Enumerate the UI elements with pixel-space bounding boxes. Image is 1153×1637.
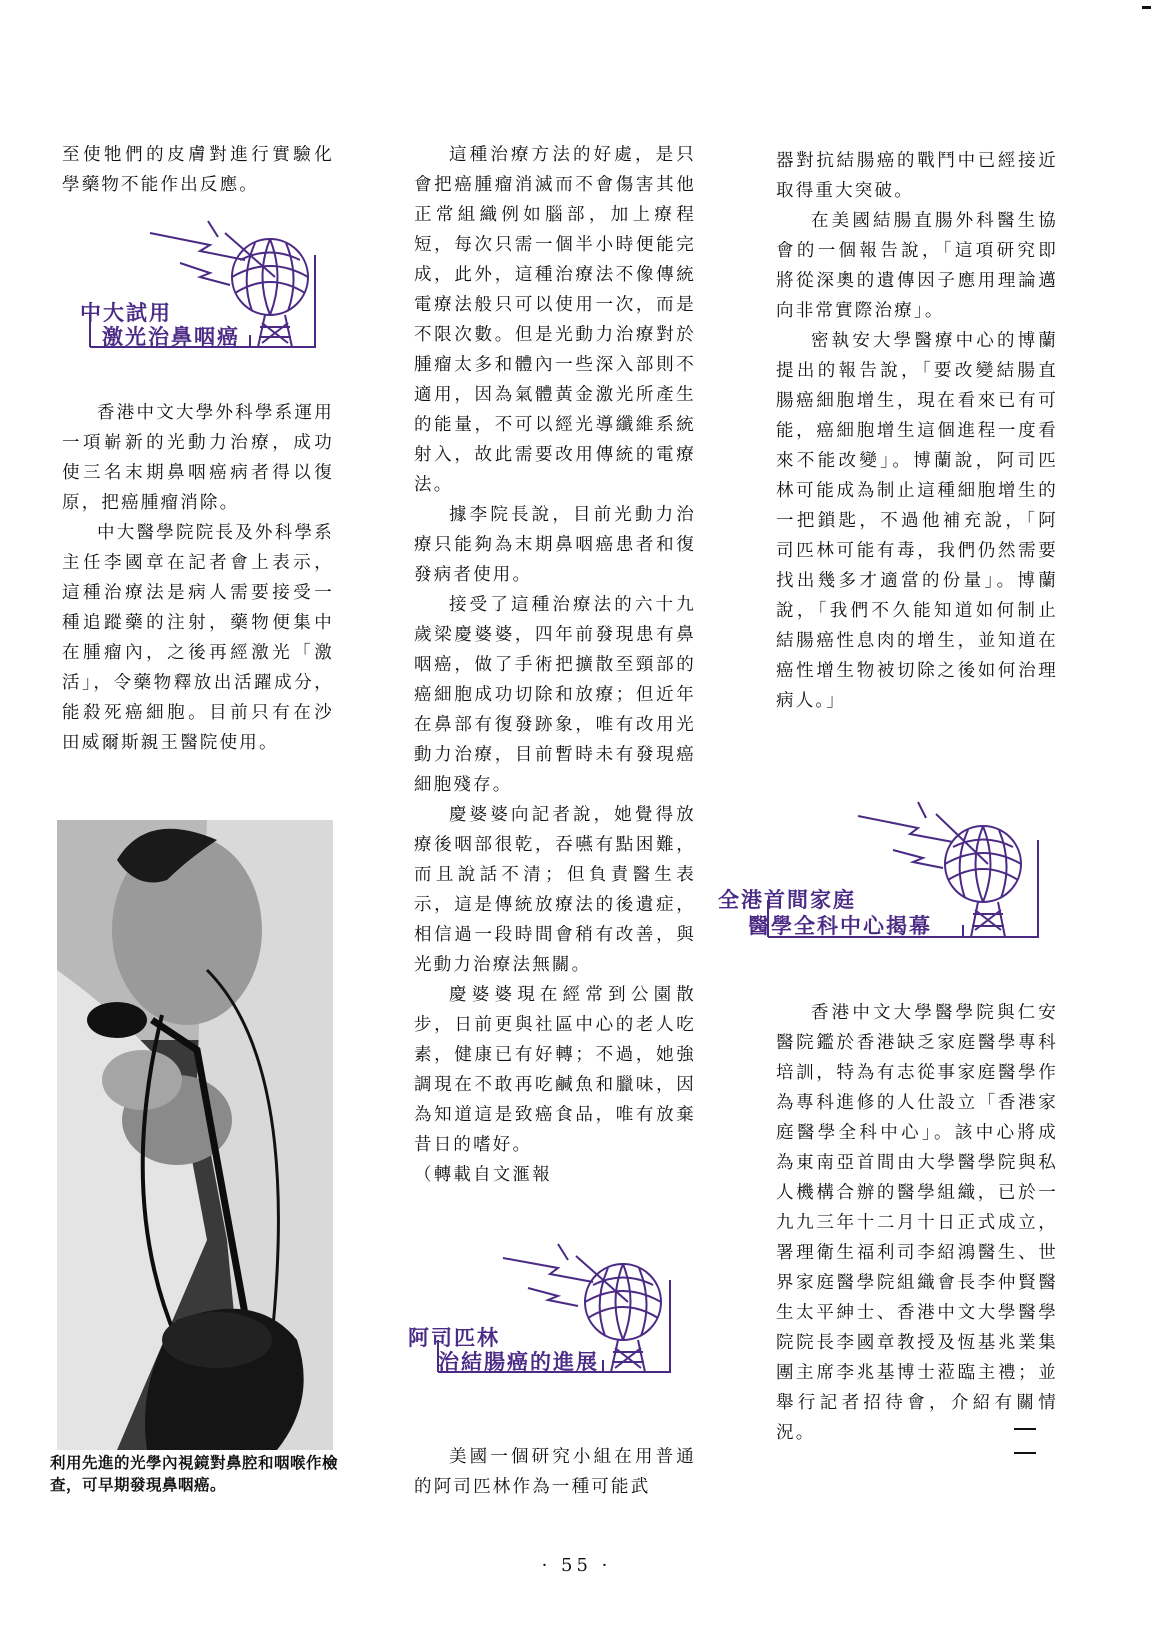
paragraph: 香港中文大學外科學系運用一項嶄新的光動力治療，成功使三名末期鼻咽癌病者得以復原，把癌腫瘤消除。	[62, 403, 334, 513]
paragraph: 密執安大學醫療中心的博蘭提出的報告說，「要改變結腸直腸癌細胞增生，現在看來已有可能，癌細胞增生這個進程一度看來不能改變」。博蘭說，阿司匹林可能成為制止這種細胞增生的一把鎖匙，不過他補充說，「阿司匹林可能有毒，我們仍然需要找出幾多才適當的份量」。博蘭說，「我們不久能知道如何制止結腸癌性息肉的增生，並知道在癌性增生物被切除之後如何治理病人。」	[776, 331, 1058, 711]
headline-line-2: 激光治鼻咽癌	[102, 325, 240, 349]
paragraph: 慶婆婆現在經常到公園散步，日前更與社區中心的老人吃素，健康已有好轉；不過，她強調現在不敢再吃鹹魚和臘味，因為知道這是致癌食品，唯有放棄昔日的嗜好。	[414, 985, 696, 1155]
end-mark	[1014, 1428, 1036, 1454]
headline-line-2: 治結腸癌的進展	[438, 1350, 599, 1374]
paragraph: 美國一個研究小組在用普通的阿司匹林作為一種可能武	[414, 1447, 696, 1497]
photo-caption: 利用先進的光學內視鏡對鼻腔和咽喉作檢查，可早期發現鼻咽癌。	[50, 1454, 339, 1494]
headline-line-1: 阿司匹林	[408, 1326, 500, 1350]
headline-badge-family	[718, 800, 1048, 945]
paragraph: 香港中文大學醫學院與仁安醫院鑑於香港缺乏家庭醫學專科培訓，特為有志從事家庭醫學作為專科進修的人仕設立「香港家庭醫學全科中心」。該中心將成為東南亞首間由大學醫學院與私人機構合辦的醫學組織，已於一九九三年十二月十日正式成立，署理衛生福利司李紹鴻醫生、世界家庭醫學院組織會長李仲賢醫生太平紳士、香港中文大學醫學院院長李國章教授及恆基兆業集團主席李兆基博士蒞臨主禮；並舉行記者招待會，介紹有關情況。	[776, 1003, 1058, 1443]
paragraph: 中大醫學院院長及外科學系主任李國章在記者會上表示，這種治療法是病人需要接受一種追蹤藥的注射，藥物便集中在腫瘤內，之後再經激光「激活」，令藥物釋放出活躍成分，能殺死癌細胞。目前只有在沙田威爾斯親王醫院使用。	[62, 523, 334, 753]
page-number: · 55 ·	[541, 1555, 612, 1576]
column-2-bottom	[414, 1442, 696, 1502]
headline-badge-laser	[60, 215, 330, 355]
headline-line-1: 全港首間家庭	[718, 888, 856, 912]
paragraph: 接受了這種治療法的六十九歲梁慶婆婆，四年前發現患有鼻咽癌，做了手術把擴散至頸部的癌細胞成功切除和放療；但近年在鼻部有復發跡象，唯有改用光動力治療，目前暫時未有發現癌細胞殘存。	[414, 595, 696, 795]
column-1	[62, 140, 334, 200]
column-3-bottom	[776, 998, 1058, 1448]
endoscopy-photo	[57, 820, 333, 1450]
paragraph: 據李院長說，目前光動力治療只能夠為末期鼻咽癌患者和復發病者使用。	[414, 505, 696, 585]
column-3	[776, 146, 1058, 716]
headline-badge-aspirin	[408, 1240, 688, 1380]
paragraph: 慶婆婆向記者說，她覺得放療後咽部很乾，吞嚥有點困難，而且說話不清；但負責醫生表示，這是傳統放療法的後遺症，相信過一段時間會稍有改善，與光動力治療法無關。	[414, 805, 696, 975]
column-2	[414, 140, 696, 1190]
doctor-endoscope-illustration	[57, 820, 333, 1450]
source-note: （轉載自文滙報	[414, 1165, 552, 1185]
paragraph: 在美國結腸直腸外科醫生協會的一個報告說，「這項研究即將從深奧的遺傳因子應用理論邁向非常實際治療」。	[776, 211, 1058, 321]
paragraph: 至使牠們的皮膚對進行實驗化學藥物不能作出反應。	[62, 145, 334, 195]
headline-line-2: 醫學全科中心揭幕	[748, 914, 932, 938]
paragraph: 器對抗結腸癌的戰鬥中已經接近取得重大突破。	[776, 151, 1058, 201]
headline-line-1: 中大試用	[80, 301, 172, 325]
column-1-body	[62, 398, 334, 758]
edge-mark	[1142, 6, 1151, 9]
paragraph: 這種治療方法的好處，是只會把癌腫瘤消滅而不會傷害其他正常組織例如腦部，加上療程短，每次只需一個半小時便能完成，此外，這種治療法不像傳統電療法般只可以使用一次，而是不限次數。但是光動力治療對於腫瘤太多和體內一些深入部則不適用，因為氣體黃金激光所產生的能量，不可以經光導纖維系統射入，故此需要改用傳統的電療法。	[414, 145, 696, 495]
